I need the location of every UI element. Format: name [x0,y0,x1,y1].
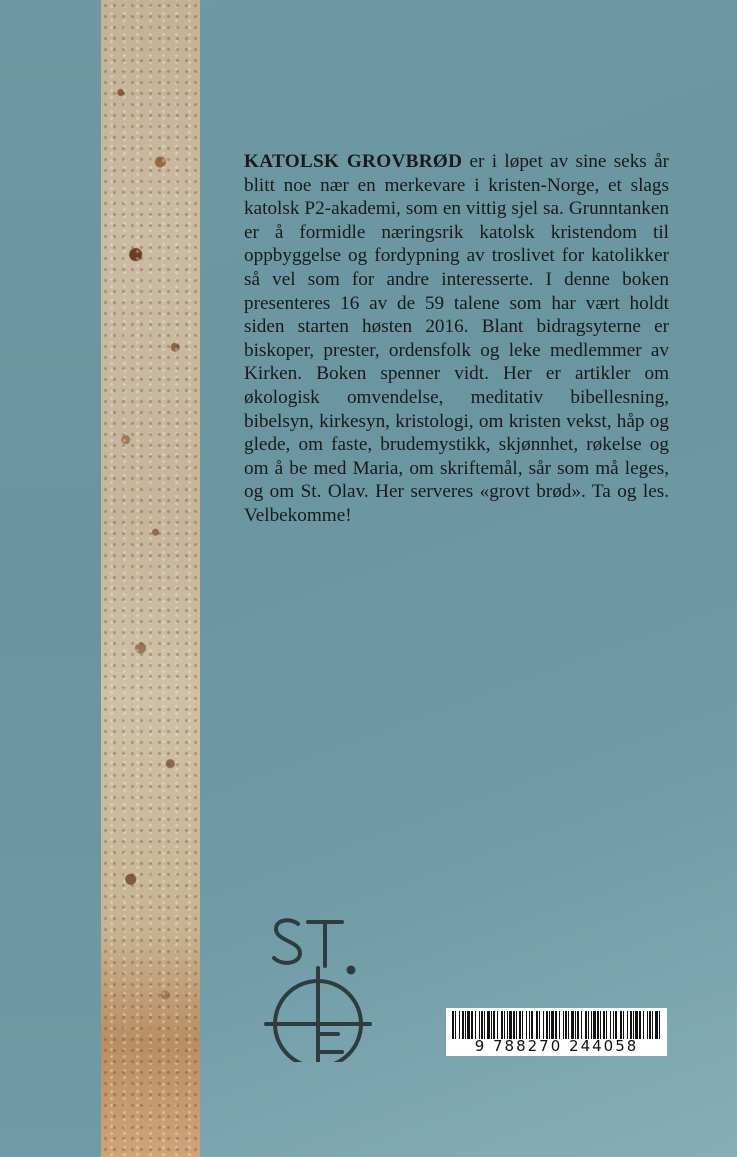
barcode-bar [507,1011,508,1039]
barcode-bar [593,1011,596,1039]
barcode-bar [516,1011,517,1039]
barcode-bar [559,1011,560,1039]
barcode-bar [497,1011,498,1039]
barcode-bar [659,1011,660,1039]
barcode-bar [471,1011,473,1039]
barcode-bar [479,1011,480,1039]
barcode-bar [475,1011,476,1039]
description-body: er i løpet av sine seks år blitt noe nær en merkevare i kristen-Norge, et slags katolsk P2-akademi, som en vittig sjel sa. Grunntanken er å formidle næringsrik katolsk kristendom til oppbyggelse og fordypning av troslivet for katolikker så vel som for andre interesserte. I denne boken presenteres 16 av de 59 talene som har vært holdt siden starten høsten 2016. Blant bidragsyterne er biskoper, prester, ordensfolk og leke medlemmer av Kirken. Boken spenner vidt. Her er artikler om økologisk omvendelse, meditativ bibellesning, bibelsyn, kirkesyn, kristologi, om kristen vekst, håp og glede, om faste, brudemystikk, skjønnhet, røkelse og om å be med Maria, om skriftemål, sår som må leges, og om St. Olav. Her serveres «grovt brød». Ta og les. Velbekomme! [244,151,669,526]
barcode-bar [484,1011,485,1039]
barcode-bar [526,1011,527,1039]
barcode-bar [543,1011,544,1039]
barcode-bar [571,1011,574,1039]
barcode-bar [504,1011,505,1039]
barcode-bar [597,1011,599,1039]
background-left-margin [0,0,101,1157]
isbn-barcode [446,1008,667,1056]
barcode-bar [600,1011,601,1039]
barcode-bar [577,1011,579,1039]
barcode-bar [647,1011,648,1039]
barcode-bar [465,1011,466,1039]
barcode-bar [581,1011,582,1039]
barcode-bar [459,1011,460,1039]
barcode-bar [455,1011,456,1039]
barcode-bar [630,1011,632,1039]
back-cover-description [244,150,669,528]
barcode-bar [652,1011,653,1039]
barcode-bar [481,1011,483,1039]
barcode-bar [615,1011,617,1039]
barcode-bar [633,1011,634,1039]
barcode-bar [546,1011,548,1039]
barcode-bar [539,1011,540,1039]
barcode-bar [493,1011,495,1039]
barcode-bar [565,1011,567,1039]
st-olav-logo [258,916,374,1062]
barcode-bar [606,1011,607,1039]
barcode-bar [639,1011,641,1039]
barcode-bar [487,1011,490,1039]
barcode-bar [627,1011,628,1039]
barcode-bar [462,1011,464,1039]
description-lead-title: KATOLSK GROVBRØD [244,151,463,172]
barcode-bar [551,1011,554,1039]
barcode-bar [643,1011,644,1039]
barcode-bar [467,1011,470,1039]
barcode-bar [555,1011,557,1039]
barcode-bar [623,1011,624,1039]
barcode-bar [588,1011,589,1039]
barcode-bar [536,1011,538,1039]
barcode-bar [635,1011,638,1039]
isbn-digits: 9 788270 244058 [474,1037,639,1055]
barcode-bar [610,1011,611,1039]
barcode-bar [585,1011,587,1039]
barcode-bar [655,1011,658,1039]
barcode-bar [563,1011,564,1039]
barcode-bar [620,1011,622,1039]
barcode-bar [549,1011,550,1039]
barcode-bar [509,1011,512,1039]
barcode-bar [491,1011,492,1039]
barcode-bar [603,1011,605,1039]
barcode-bar [522,1011,523,1039]
barcode-bar [649,1011,651,1039]
barcode-bar [513,1011,515,1039]
barcode-bar [575,1011,576,1039]
barcode-bar [568,1011,569,1039]
barcode-bar [501,1011,503,1039]
barcode-bar [452,1011,454,1039]
barcode-bar [531,1011,533,1039]
barcode-bar [591,1011,592,1039]
barcode-bar [613,1011,614,1039]
barcode-bar [519,1011,521,1039]
bread-texture-strip [101,0,200,1157]
barcode-bar [529,1011,530,1039]
